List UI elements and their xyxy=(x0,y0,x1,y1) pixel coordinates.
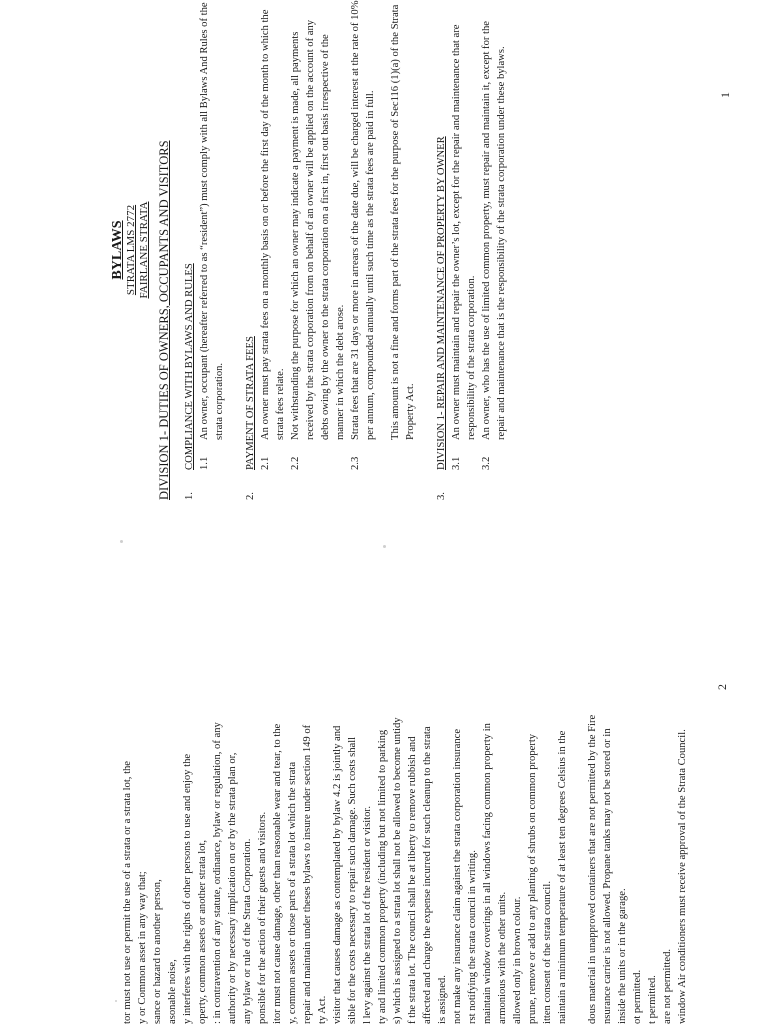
item-number: 2.1 xyxy=(260,456,271,470)
text-line: asonable noise, xyxy=(167,959,178,1024)
text-line: naintain a minimum temperature of at least ten degrees Celsius in the xyxy=(557,730,568,1024)
text-line: inside the units or in the garage. xyxy=(617,888,628,1024)
text-line: affected and charge the expense incurred for such cleanup to the strata xyxy=(422,726,433,1024)
text-line: itor must not cause damage, other than reasonable wear and tear, to the xyxy=(272,723,283,1024)
bylaw-item xyxy=(288,0,348,470)
text-line: prune, remove or add to any planting of shrubs on common property xyxy=(527,733,538,1024)
text-line: ty and limited common property (including but not limited to parking xyxy=(377,729,388,1024)
page-number-right: 1 xyxy=(718,92,732,98)
section-note: This amount is not a fine and forms part of the strata fees for the purpose of Sec116 (1)(a) of the Strata Property Act. xyxy=(390,4,416,440)
text-line: nsurance carrier is not allowed. Propane tanks may not be stored or in xyxy=(602,728,613,1024)
text-line: ty Act. xyxy=(317,995,328,1024)
text-line: armonious with the other units. xyxy=(497,891,508,1024)
text-line: maintain window coverings in all windows facing common property in xyxy=(482,723,493,1024)
text-line: rst notifying the strata council in writing. xyxy=(467,850,478,1024)
text-line: : in contravention of any statute, ordinance, bylaw or regulation, of any xyxy=(212,722,223,1024)
text-line xyxy=(570,504,585,1024)
text-line: sible for the costs necessary to repair such damage. Such costs shall xyxy=(347,736,358,1024)
section-heading: COMPLIANCE WITH BYLAWS AND RULES xyxy=(184,263,195,470)
item-text: Strata fees that are 31 days or more in arrears of the date due, will be charged interest at the rate of 10% per annum, compounded annually until such time as the strata fees are paid in full. xyxy=(350,0,376,440)
item-number: 1.1 xyxy=(199,456,210,470)
section-2 xyxy=(243,0,258,500)
text-line: dous material in unapproved containers that are not permitted by the Fire xyxy=(587,714,598,1024)
section-heading: PAYMENT OF STRATA FEES xyxy=(245,336,256,470)
section-heading-prefix: DIVISION 1- xyxy=(436,408,447,470)
text-line: s) which is assigned to a strata lot shall not be allowed to become untidy xyxy=(392,717,403,1024)
text-line: tor must not use or permit the use of a strata or a strata lot, the xyxy=(122,760,133,1024)
division-heading: DIVISION 1- DUTIES OF OWNERS, OCCUPANTS AND VISITORS xyxy=(157,140,171,500)
text-line: y or Common asset in any way that; xyxy=(137,871,148,1024)
bylaw-item xyxy=(479,0,509,470)
page-number-left: 2 xyxy=(715,684,729,690)
strata-name: FAIRLANE STRATA xyxy=(138,201,150,299)
text-line: itten consent of the strata council. xyxy=(542,881,553,1024)
bylaw-item xyxy=(348,0,378,470)
text-line: are not permitted. xyxy=(662,948,673,1024)
text-line: operty, common assets or another strata lot, xyxy=(197,839,208,1024)
item-text: An owner must pay strata fees on a monthly basis on or before the first day of the month to which the strata fees relate. xyxy=(260,9,286,440)
item-number: 3.1 xyxy=(451,456,462,470)
item-text: An owner must maintain and repair the owner’s lot, except for the repair and maintenance that are responsibility of the strata corporation. xyxy=(451,24,477,440)
bylaws-page-1 xyxy=(110,0,509,500)
title-block xyxy=(110,0,151,500)
section-number: 2. xyxy=(245,492,256,500)
text-line: f the strata lot. The council shall be at liberty to remove rubbish and xyxy=(407,736,418,1024)
item-text: An owner, occupant (hereafter referred to as “resident”) must comply with all Bylaws And Rules of the strata corporation. xyxy=(199,2,225,440)
strata-number: STRATA LMS 2772 xyxy=(125,204,137,296)
text-line: visitor that causes damage as contemplated by bylaw 4.2 is jointly and xyxy=(332,725,343,1024)
scan-speck xyxy=(115,1000,117,1002)
text-line: sance or hazard to another person, xyxy=(152,879,163,1024)
text-line: y, common assets or those parts of a strata lot which the strata xyxy=(287,761,298,1024)
document-title: BYLAWS xyxy=(110,220,125,280)
section-1 xyxy=(182,0,197,500)
bylaws-page-2 xyxy=(120,504,690,1024)
item-number: 3.2 xyxy=(481,456,492,470)
bylaw-item xyxy=(449,0,479,470)
text-line: t permitted. xyxy=(647,975,658,1024)
text-line: is assigned. xyxy=(437,975,448,1024)
page-2-text xyxy=(120,504,690,1024)
text-line: authority or by necessary implication on or by the strata plan or, xyxy=(227,752,238,1024)
section-number: 3. xyxy=(436,492,447,500)
text-line: ponsible for the action of their guests and visitors. xyxy=(257,811,268,1024)
section-heading xyxy=(434,136,449,470)
section-number: 1. xyxy=(184,492,195,500)
item-number: 2.3 xyxy=(350,456,361,470)
text-line: l levy against the strata lot of the resident or visitor. xyxy=(362,805,373,1024)
item-text: Not withstanding the purpose for which an owner may indicate a payment is made, all payments received by the strata corporation from on behalf of an owner will be applied on the account of any debts owing by the owner to the strata corporation on a first in, first out basis irrespective of the manner in which the debt arose. xyxy=(290,19,346,440)
text-line: not make any insurance claim against the strata corporation insurance xyxy=(452,728,463,1024)
section-3 xyxy=(434,0,449,500)
text-line: ot permitted. xyxy=(632,969,643,1024)
text-line: allowed only in brown colour. xyxy=(512,896,523,1024)
bylaw-item xyxy=(197,0,227,470)
item-number: 2.2 xyxy=(290,456,301,470)
text-line: y interferes with the rights of other persons to use and enjoy the xyxy=(182,753,193,1024)
bylaw-item xyxy=(258,0,288,470)
text-line: repair and maintain under theses bylaws to insure under section 149 of xyxy=(302,724,313,1024)
section-heading-text: REPAIR AND MAINTENANCE OF PROPERTY BY OWNER xyxy=(436,136,447,409)
text-line: window Air conditioners must receive approval of the Strata Council. xyxy=(677,729,688,1024)
text-line: any bylaw or rule of the Strata Corporation. xyxy=(242,838,253,1024)
item-text: An owner, who has the use of limited common property, must repair and maintain it, except for the repair and maintenance that is the responsibility of the strata corporation under these bylaws. xyxy=(481,21,507,440)
